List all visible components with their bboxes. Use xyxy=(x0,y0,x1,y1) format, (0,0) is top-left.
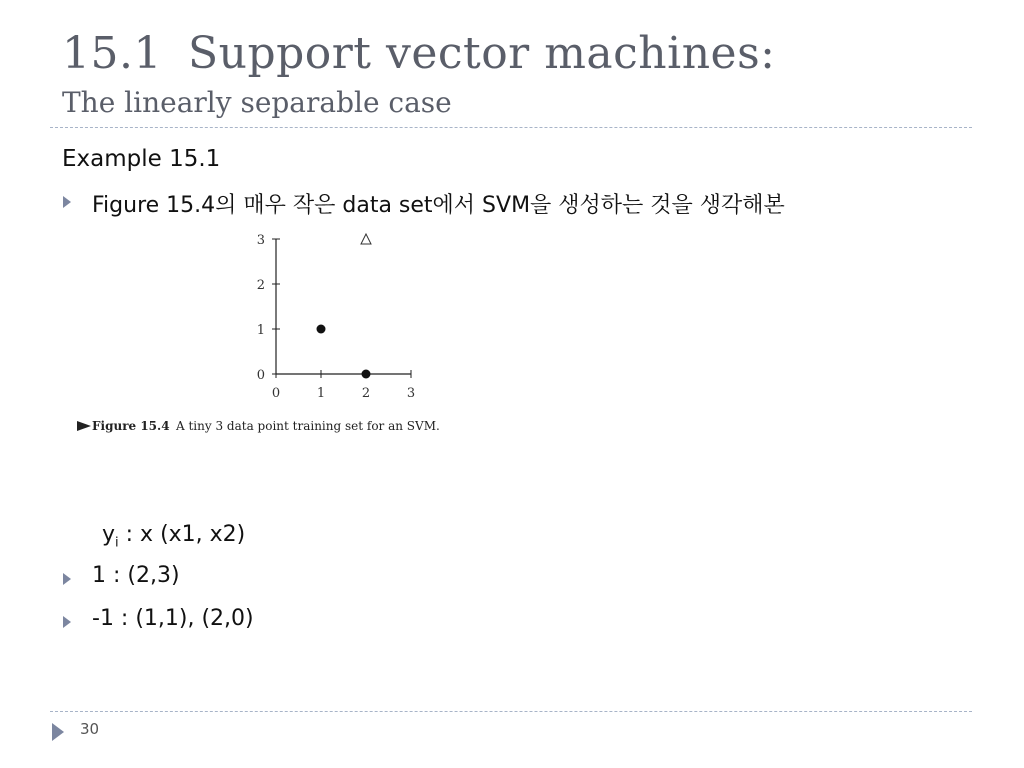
x-tick-label: 1 xyxy=(316,386,326,401)
page-number: 30 xyxy=(80,720,100,738)
yi-description: : x (x1, x2) xyxy=(118,522,246,547)
slide-subtitle: The linearly separable case xyxy=(62,86,452,119)
data-point-circle xyxy=(317,325,326,334)
chart-ticks xyxy=(257,233,415,401)
bullet-arrow-icon xyxy=(63,573,71,585)
bottom-divider xyxy=(50,711,972,712)
page-arrow-icon xyxy=(52,723,64,741)
chart-points xyxy=(317,234,372,379)
bullet-positive-class: 1 : (2,3) xyxy=(92,563,180,588)
title-number: 15.1 xyxy=(62,28,162,79)
bullet-arrow-icon xyxy=(63,196,71,208)
figure-caption-text: A tiny 3 data point training set for an SVM. xyxy=(176,419,440,433)
slide-title xyxy=(62,28,776,79)
yi-header xyxy=(102,522,245,550)
data-point-triangle xyxy=(361,234,371,244)
y-tick-label: 3 xyxy=(256,233,265,248)
data-point-circle xyxy=(362,370,371,379)
example-heading: Example 15.1 xyxy=(62,146,221,172)
title-text: Support vector machines: xyxy=(187,28,776,79)
top-divider xyxy=(50,127,972,128)
y-tick-label: 1 xyxy=(256,323,265,338)
y-tick-label: 0 xyxy=(256,368,265,383)
yi-subscript: i xyxy=(115,535,119,551)
bullet-negative-class: -1 : (1,1), (2,0) xyxy=(92,606,254,631)
x-tick-label: 0 xyxy=(271,386,281,401)
x-tick-label: 3 xyxy=(406,386,416,401)
figure-caption-label: Figure 15.4 xyxy=(92,419,170,433)
x-tick-label: 2 xyxy=(361,386,371,401)
yi-label: y xyxy=(102,522,116,547)
caption-arrow-icon xyxy=(77,421,91,431)
bullet-arrow-icon xyxy=(63,616,71,628)
scatter-figure xyxy=(60,228,480,443)
bullet-figure-description: Figure 15.4의 매우 작은 data set에서 SVM을 생성하는 것을 생각해본 xyxy=(92,193,785,218)
y-tick-label: 2 xyxy=(256,278,265,293)
chart-axes xyxy=(276,239,411,374)
